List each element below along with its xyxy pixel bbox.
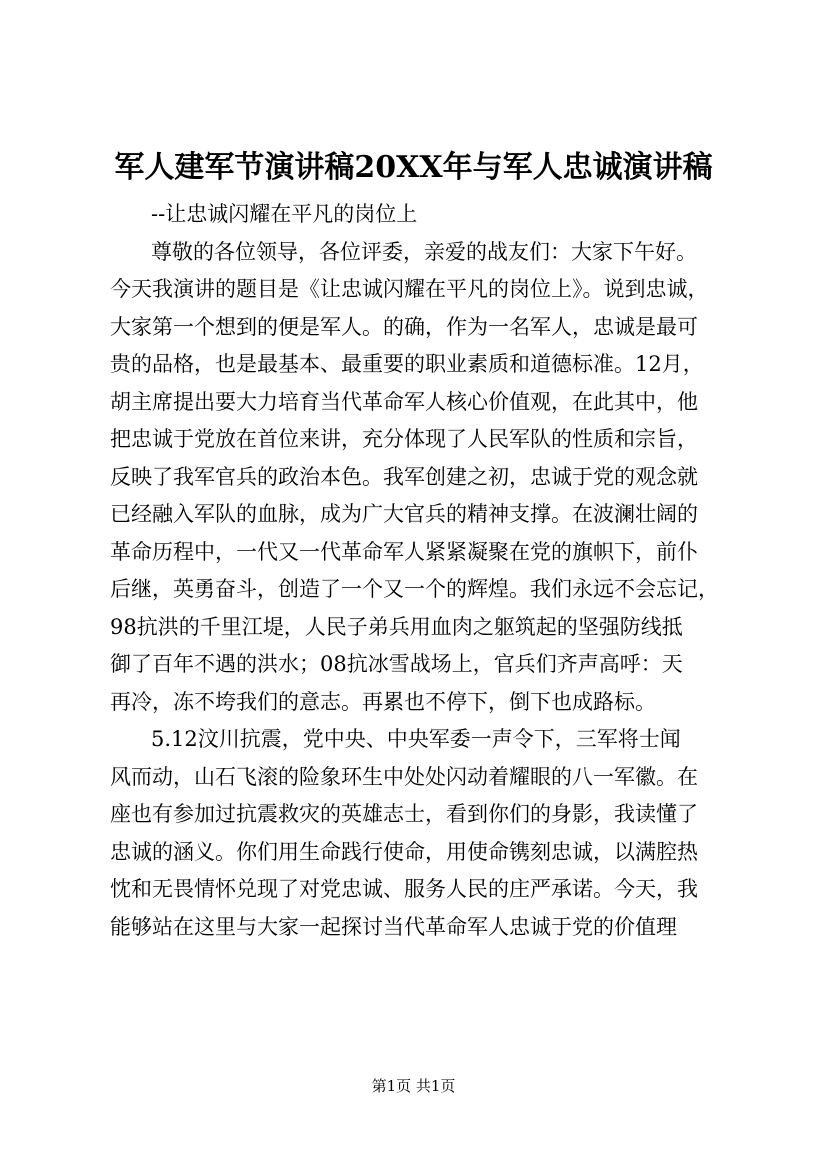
subtitle: --让忠诚闪耀在平凡的岗位上 xyxy=(151,202,418,226)
paragraph-2-line: 5.12汶川抗震，党中央、中央军委一声令下，三军将士闻 xyxy=(151,727,681,751)
paragraph-1-line: 再冷，冻不垮我们的意志。再累也不停下，倒下也成路标。 xyxy=(110,689,656,714)
paragraph-1-line: 御了百年不遇的洪水；08抗冰雪战场上，官兵们齐声高呼：天 xyxy=(110,652,683,676)
paragraph-1-line: 后继，英勇奋斗，创造了一个又一个的辉煌。我们永远不会忘记， xyxy=(110,577,719,601)
paragraph-1-line: 尊敬的各位领导，各位评委，亲爱的战友们：大家下午好。 xyxy=(151,239,697,264)
page-footer: 第1页 共1页 xyxy=(371,1077,456,1095)
paragraph-2-line: 忠诚的涵义。你们用生命践行使命，用使命镌刻忠诚，以满腔热 xyxy=(110,839,698,864)
paragraph-2-line: 风而动，山石飞滚的险象环生中处处闪动着耀眼的八一军徽。在 xyxy=(110,764,698,789)
paragraph-1-line: 98抗洪的千里江堤，人民子弟兵用血肉之躯筑起的坚强防线抵 xyxy=(110,614,683,639)
document-body xyxy=(110,196,750,946)
paragraph-1-line: 把忠诚于党放在首位来讲，充分体现了人民军队的性质和宗旨， xyxy=(110,427,698,451)
document-title: 军人建军节演讲稿20XX年与军人忠诚演讲稿 xyxy=(114,150,713,185)
paragraph-1-line: 胡主席提出要大力培育当代革命军人核心价值观，在此其中，他 xyxy=(110,389,698,414)
paragraph-1-line: 今天我演讲的题目是《让忠诚闪耀在平凡的岗位上》。说到忠诚， xyxy=(110,277,709,301)
paragraph-1-line: 已经融入军队的血脉，成为广大官兵的精神支撑。在波澜壮阔的 xyxy=(110,502,698,526)
paragraph-2-line: 忱和无畏情怀兑现了对党忠诚、服务人民的庄严承诺。今天，我 xyxy=(110,877,698,901)
paragraph-1-line: 贵的品格，也是最基本、最重要的职业素质和道德标准。12月， xyxy=(110,352,704,376)
paragraph-1-line: 反映了我军官兵的政治本色。我军创建之初，忠诚于党的观念就 xyxy=(110,464,698,489)
paragraph-2-line: 座也有参加过抗震救灾的英雄志士，看到你们的身影，我读懂了 xyxy=(110,802,698,826)
paragraph-1-line: 革命历程中，一代又一代革命军人紧紧凝聚在党的旗帜下，前仆 xyxy=(110,539,698,564)
paragraph-2-line: 能够站在这里与大家一起探讨当代革命军人忠诚于党的价值理 xyxy=(110,914,677,939)
paragraph-1-line: 大家第一个想到的便是军人。的确，作为一名军人，忠诚是最可 xyxy=(110,314,698,339)
